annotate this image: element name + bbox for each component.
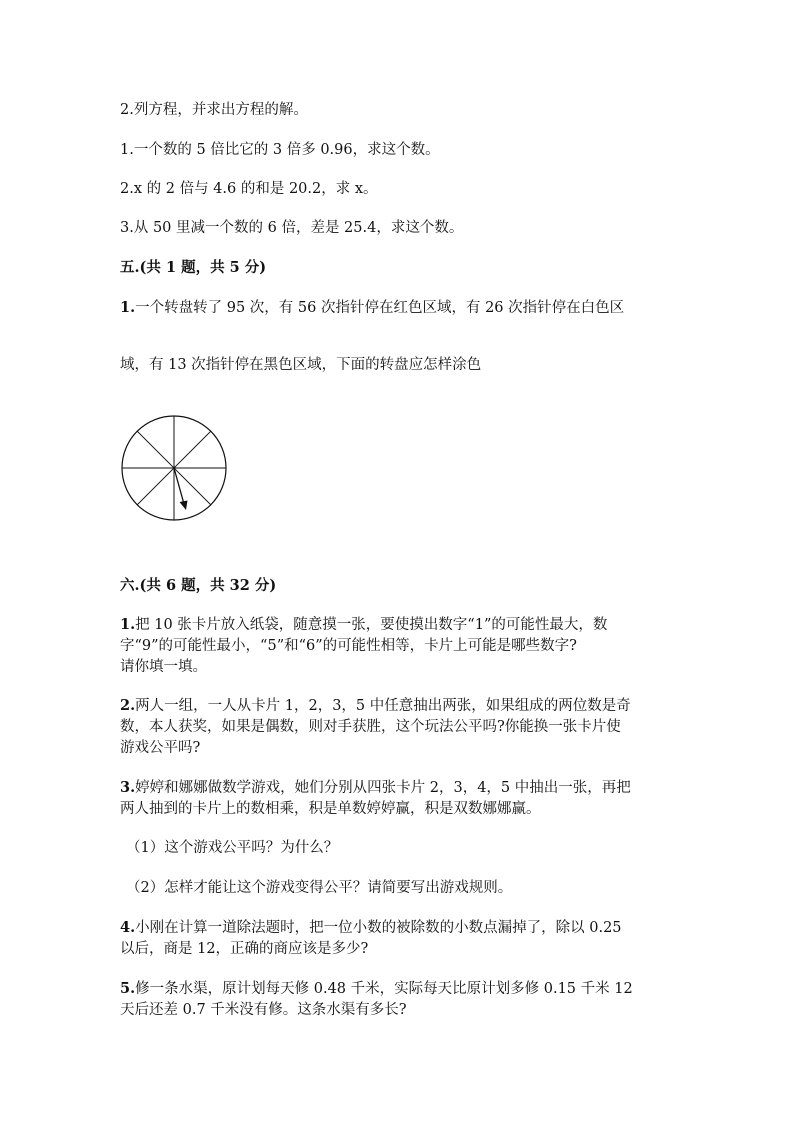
question-text: 一个转盘转了 95 次，有 56 次指针停在红色区域，有 26 次指针停在白色区 xyxy=(135,300,625,316)
s6-question-4-line-2: 以后，商是 12，正确的商应该是多少? xyxy=(120,941,369,957)
question-2-title: 2.列方程，并求出方程的解。 xyxy=(120,102,308,118)
question-text: 把 10 张卡片放入纸袋，随意摸一张，要使摸出数字“1”的可能性最大，数 xyxy=(135,617,608,633)
spinner-diagram xyxy=(120,414,232,526)
s5-question-1-line-1 xyxy=(120,296,624,317)
s6-question-2-line-3: 游戏公平吗? xyxy=(120,740,201,756)
question-text: 修一条水渠，原计划每天修 0.48 千米，实际每天比原计划多修 0.15 千米 12 xyxy=(135,981,633,997)
s6-question-3-sub-2: （2）怎样才能让这个游戏变得公平？请简要写出游戏规则。 xyxy=(126,880,513,896)
s6-question-3-line-2: 两人抽到的卡片上的数相乘，积是单数婷婷赢，积是双数娜娜赢。 xyxy=(120,801,541,817)
s6-question-2-line-2: 数，本人获奖，如果是偶数，则对手获胜，这个玩法公平吗?你能换一张卡片使 xyxy=(120,719,621,735)
s6-question-3-sub-1: （1）这个游戏公平吗？为什么？ xyxy=(126,840,339,856)
equation-item-3: 3.从 50 里减一个数的 6 倍，差是 25.4，求这个数。 xyxy=(120,220,464,236)
equation-item-1: 1.一个数的 5 倍比它的 3 倍多 0.96，求这个数。 xyxy=(120,142,440,158)
s6-question-1-line-3: 请你填一填。 xyxy=(120,659,207,675)
section-6-heading: 六.(共 6 题，共 32 分) xyxy=(120,577,277,594)
question-text: 小刚在计算一道除法题时，把一位小数的被除数的小数点漏掉了，除以 0.25 xyxy=(135,920,622,936)
s6-question-1-line-2: 字“9”的可能性最小，“5”和“6”的可能性相等，卡片上可能是哪些数字? xyxy=(120,638,577,654)
s5-question-1-line-2: 域，有 13 次指针停在黑色区域，下面的转盘应怎样涂色 xyxy=(120,357,482,373)
s6-question-1-line-1 xyxy=(120,613,607,634)
s6-question-4-line-1 xyxy=(120,916,622,937)
s6-question-5-line-2: 天后还差 0.7 千米没有修。这条水渠有多长? xyxy=(120,1002,407,1018)
question-text: 两人一组，一人从卡片 1，2，3，5 中任意抽出两张，如果组成的两位数是奇 xyxy=(135,698,631,714)
s6-question-5-line-1 xyxy=(120,977,633,998)
s6-question-3-line-1 xyxy=(120,776,631,797)
equation-item-2: 2.x 的 2 倍与 4.6 的和是 20.2，求 x。 xyxy=(120,181,378,197)
question-number: 3. xyxy=(120,779,136,796)
section-5-heading: 五.(共 1 题，共 5 分) xyxy=(120,259,267,276)
question-text: 婷婷和娜娜做数学游戏，她们分别从四张卡片 2，3，4，5 中抽出一张，再把 xyxy=(135,780,631,796)
question-number: 1. xyxy=(120,616,136,633)
question-number: 4. xyxy=(120,919,136,936)
question-number: 5. xyxy=(120,980,136,997)
question-number: 2. xyxy=(120,697,136,714)
s6-question-2-line-1 xyxy=(120,694,631,715)
spinner-pointer-arrowhead xyxy=(180,501,188,511)
question-number: 1. xyxy=(120,299,136,316)
